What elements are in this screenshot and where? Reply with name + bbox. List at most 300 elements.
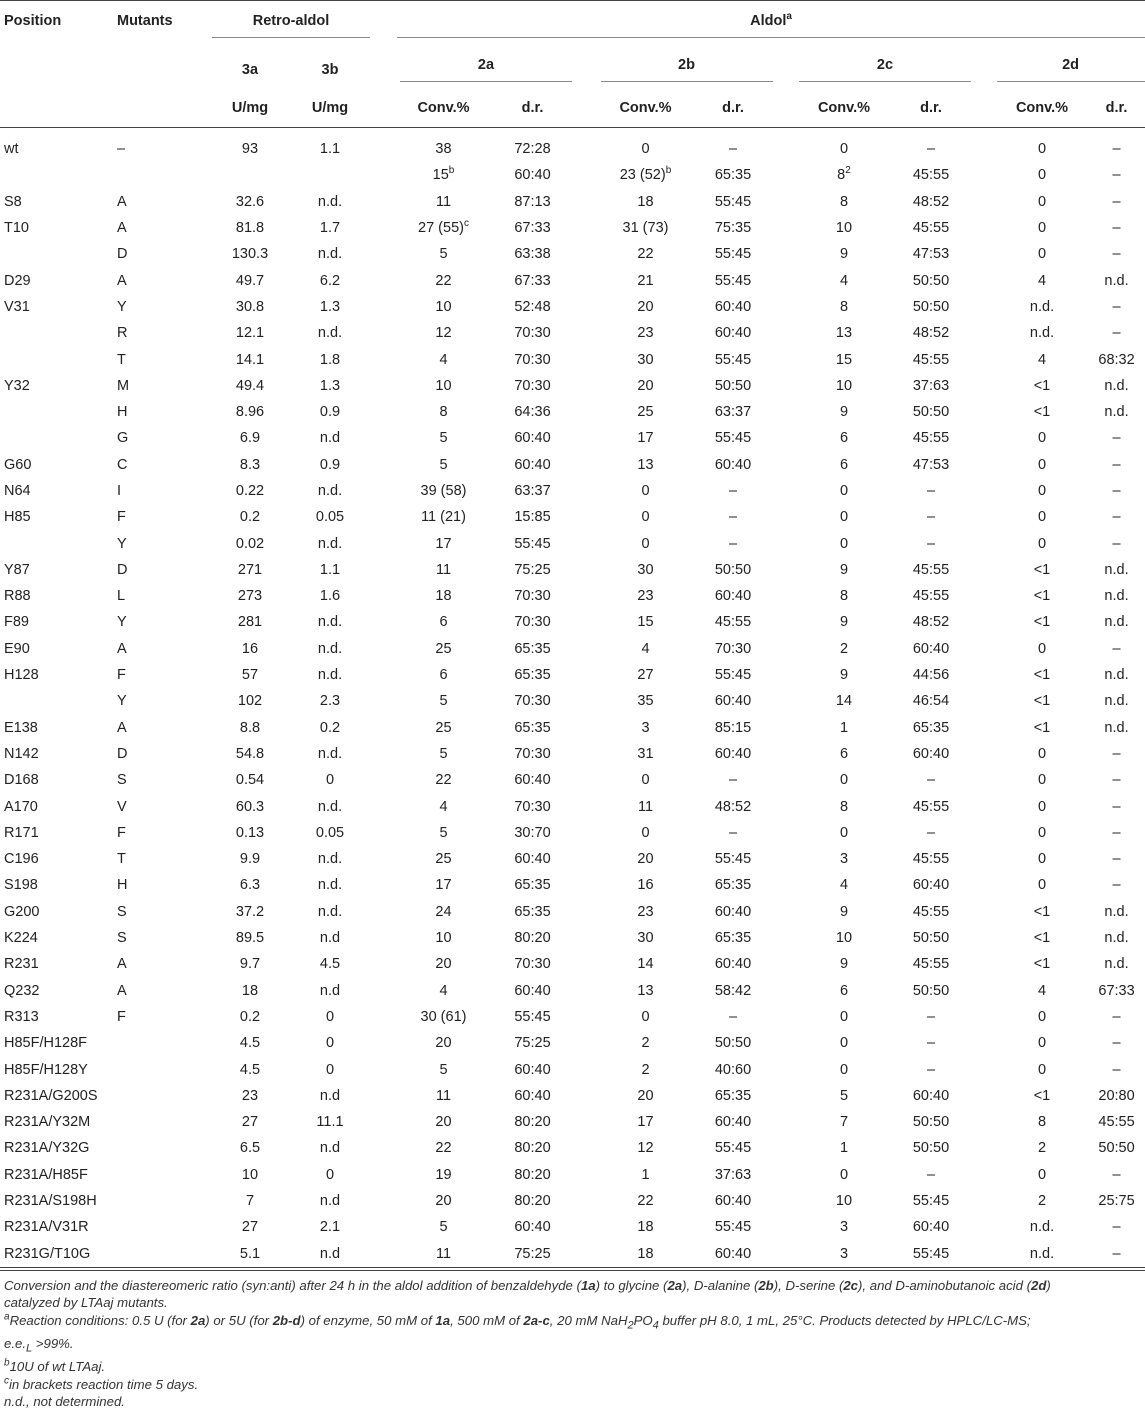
table-cell: 10 bbox=[435, 930, 452, 947]
table-cell: 70:30 bbox=[514, 745, 551, 762]
table-cell: n.d bbox=[319, 982, 341, 999]
table-row bbox=[0, 241, 1145, 267]
spacer-cell bbox=[575, 609, 599, 635]
table-cell: 8.8 bbox=[239, 719, 261, 736]
spacer-cell bbox=[972, 241, 996, 267]
table-cell: – bbox=[1112, 220, 1121, 237]
header-3b: 3b bbox=[321, 61, 339, 78]
table-cell: n.d. bbox=[1104, 561, 1129, 578]
spacer-cell bbox=[575, 715, 599, 741]
spacer-cell bbox=[774, 925, 798, 951]
spacer-cell bbox=[371, 636, 397, 662]
table-cell: 21 bbox=[637, 272, 654, 289]
table-cell: 55:45 bbox=[714, 851, 752, 868]
table-cell: 0 bbox=[1037, 851, 1047, 868]
table-cell: 60:40 bbox=[514, 430, 551, 447]
table-cell: n.d. bbox=[317, 798, 343, 815]
table-cell: 31 bbox=[637, 745, 654, 762]
table-cell: 13 bbox=[637, 456, 654, 473]
table-row bbox=[0, 820, 1145, 846]
table-cell: E138 bbox=[4, 719, 38, 736]
spacer-cell bbox=[972, 978, 996, 1004]
header-dr-2a: d.r. bbox=[521, 99, 544, 116]
table-cell: 8 bbox=[1037, 1114, 1047, 1131]
spacer-cell bbox=[371, 899, 397, 925]
table-cell bbox=[0, 162, 114, 188]
table-cell: 60:40 bbox=[714, 903, 752, 920]
table-cell: 45:55 bbox=[912, 903, 950, 920]
spacer-cell bbox=[972, 1240, 996, 1267]
table-cell: 18 bbox=[637, 1245, 654, 1262]
spacer-cell bbox=[575, 899, 599, 925]
table-row bbox=[0, 715, 1145, 741]
table-cell: n.d. bbox=[1104, 377, 1129, 394]
table-cell: 11 bbox=[435, 561, 452, 578]
footnote-marker: c bbox=[463, 218, 469, 230]
table-cell: 0 bbox=[1037, 877, 1047, 894]
spacer-cell bbox=[774, 951, 798, 977]
table-cell: 75:25 bbox=[514, 1245, 551, 1262]
spacer-cell bbox=[575, 1240, 599, 1267]
table-cell: 23 bbox=[637, 325, 654, 342]
table-cell: 0 bbox=[325, 1008, 335, 1025]
spacer-cell bbox=[972, 741, 996, 767]
table-cell: 9 bbox=[839, 667, 849, 684]
table-cell: 15:85 bbox=[514, 509, 551, 526]
table-cell: 55:45 bbox=[912, 1193, 950, 1210]
spacer-cell bbox=[972, 793, 996, 819]
table-cell: 55:45 bbox=[714, 430, 752, 447]
table-cell: H128 bbox=[4, 667, 39, 684]
spacer-cell bbox=[774, 504, 798, 530]
spacer-cell bbox=[575, 215, 599, 241]
table-cell: 5 bbox=[439, 745, 448, 762]
table-cell: 27 $(55)^c$ bbox=[418, 218, 469, 237]
spacer-cell bbox=[575, 793, 599, 819]
table-cell: 65:35 bbox=[714, 877, 752, 894]
table-cell: 50:50 bbox=[912, 930, 950, 947]
table-cell: 6 bbox=[439, 667, 448, 684]
spacer-cell bbox=[774, 557, 798, 583]
table-row bbox=[0, 1109, 1145, 1135]
table-cell: 70:30 bbox=[514, 588, 551, 605]
footnote-nd: n.d., not determined. bbox=[4, 1394, 125, 1410]
table-cell: R231A/Y32G bbox=[4, 1140, 90, 1157]
spacer-cell bbox=[575, 662, 599, 688]
spacer-cell bbox=[774, 294, 798, 320]
table-cell: 55:45 bbox=[714, 193, 752, 210]
spacer-cell bbox=[575, 557, 599, 583]
table-cell: 0 bbox=[641, 483, 650, 499]
table-cell: 60:40 bbox=[514, 1087, 551, 1104]
table-cell: Y bbox=[117, 614, 127, 631]
table-cell: 8 bbox=[839, 193, 849, 210]
spacer-cell bbox=[371, 373, 397, 399]
table-cell: E90 bbox=[4, 640, 30, 657]
table-cell: 55:45 bbox=[514, 535, 551, 552]
table-cell: 0.9 bbox=[319, 456, 341, 473]
spacer-cell bbox=[575, 636, 599, 662]
table-cell: 16 bbox=[241, 640, 259, 657]
table-cell: 60:40 bbox=[714, 298, 752, 315]
table-cell: 130.3 bbox=[231, 246, 269, 263]
table-cell: 0 bbox=[1037, 483, 1047, 499]
spacer-cell bbox=[972, 925, 996, 951]
table-cell: 35 bbox=[637, 693, 654, 710]
table-cell: 4 bbox=[439, 982, 448, 999]
footnote-marker: b bbox=[448, 165, 455, 177]
table-cell: 10 bbox=[835, 1193, 853, 1210]
table-row bbox=[0, 399, 1145, 425]
spacer-cell bbox=[371, 241, 397, 267]
table-cell: 0 bbox=[1037, 1035, 1047, 1052]
spacer-cell bbox=[575, 530, 599, 556]
table-cell: 50:50 bbox=[714, 1035, 752, 1052]
table-cell: 68:32 bbox=[1098, 351, 1135, 368]
table-cell: 273 bbox=[237, 588, 263, 605]
table-cell: 2 bbox=[641, 1035, 650, 1052]
table-cell: 20 bbox=[637, 377, 654, 394]
table-cell: 80:20 bbox=[514, 1166, 551, 1183]
table-cell: L bbox=[117, 588, 126, 605]
spacer-cell bbox=[774, 215, 798, 241]
table-cell: 0 bbox=[1037, 141, 1047, 158]
table-cell: n.d bbox=[319, 430, 341, 447]
table-cell: S198 bbox=[4, 877, 38, 894]
table-cell: 37:63 bbox=[714, 1166, 752, 1183]
spacer-cell bbox=[371, 583, 397, 609]
table-cell: 0 bbox=[839, 1035, 849, 1052]
table-cell: 9.7 bbox=[239, 956, 261, 973]
table-cell: 2.1 bbox=[319, 1219, 341, 1236]
table-cell: F89 bbox=[4, 614, 29, 631]
table-cell: R231A/G200S bbox=[4, 1087, 98, 1104]
header-dr-2d: d.r. bbox=[1105, 99, 1128, 116]
table-row bbox=[0, 162, 1145, 188]
table-cell: – bbox=[926, 535, 936, 552]
spacer-cell bbox=[972, 557, 996, 583]
table-cell: R bbox=[117, 325, 128, 342]
footnote-marker: b bbox=[665, 165, 672, 177]
table-row bbox=[0, 1056, 1145, 1082]
table-cell: 75:25 bbox=[514, 1035, 551, 1052]
table-cell: 0 bbox=[839, 483, 849, 499]
table-cell: 39 (58) bbox=[420, 483, 467, 499]
spacer-cell bbox=[371, 1214, 397, 1240]
table-cell: 8.96 bbox=[235, 404, 265, 421]
table-cell: 52:48 bbox=[514, 298, 551, 315]
spacer-cell bbox=[371, 1240, 397, 1267]
table-cell: R88 bbox=[4, 588, 31, 605]
spacer-cell bbox=[371, 320, 397, 346]
table-cell: 1.1 bbox=[319, 141, 341, 158]
table-cell: n.d. bbox=[1104, 588, 1129, 605]
table-row bbox=[0, 189, 1145, 215]
table-cell: n.d. bbox=[1104, 956, 1129, 973]
table-cell: 19 bbox=[435, 1166, 452, 1183]
spacer-cell bbox=[371, 162, 397, 188]
table-cell bbox=[211, 162, 289, 188]
table-cell: 14 bbox=[835, 693, 853, 710]
spacer-cell bbox=[774, 1083, 798, 1109]
table-cell: 60:40 bbox=[714, 956, 752, 973]
table-cell: n.d. bbox=[1104, 667, 1129, 684]
table-cell: 11 bbox=[637, 798, 654, 815]
table-cell: 37.2 bbox=[235, 903, 265, 920]
table-cell: n.d. bbox=[1104, 903, 1129, 920]
spacer-cell bbox=[972, 267, 996, 293]
table-row bbox=[0, 557, 1145, 583]
table-cell: 81.8 bbox=[235, 220, 265, 237]
spacer-cell bbox=[371, 1135, 397, 1161]
spacer-cell bbox=[774, 741, 798, 767]
header-2a: 2a bbox=[397, 51, 575, 88]
table-cell: R231A/V31R bbox=[4, 1219, 89, 1236]
spacer-cell bbox=[972, 128, 996, 163]
table-cell: 0 bbox=[839, 1166, 849, 1183]
spacer-cell bbox=[774, 373, 798, 399]
header-conv-2d: Conv.% bbox=[1015, 99, 1069, 116]
table-cell: 60:40 bbox=[514, 772, 551, 789]
table-cell: 65:35 bbox=[514, 877, 551, 894]
table-cell: 60:40 bbox=[714, 1114, 752, 1131]
table-cell: 64:36 bbox=[514, 404, 551, 421]
table-cell: n.d. bbox=[317, 903, 343, 920]
spacer-cell bbox=[774, 1188, 798, 1214]
table-cell: 65:35 bbox=[714, 1087, 752, 1104]
table-cell: 0.2 bbox=[239, 509, 261, 526]
table-cell: K224 bbox=[4, 930, 38, 947]
table-cell: n.d bbox=[319, 1140, 341, 1157]
footnote-b: $^b$10U of wt LTAaj. bbox=[4, 1357, 106, 1375]
spacer-cell bbox=[972, 530, 996, 556]
table-cell: 45:55 bbox=[912, 561, 950, 578]
table-cell: 0 bbox=[1037, 220, 1047, 237]
table-cell: 20 bbox=[637, 298, 654, 315]
spacer-cell bbox=[371, 846, 397, 872]
table-row bbox=[0, 925, 1145, 951]
spacer-cell bbox=[774, 346, 798, 372]
table-cell: 70:30 bbox=[514, 693, 551, 710]
table-cell: 20 bbox=[637, 1087, 654, 1104]
header-retro-aldol: Retro-aldol bbox=[211, 1, 371, 52]
table-cell: 0 bbox=[839, 1061, 849, 1078]
table-cell: Y bbox=[117, 535, 127, 552]
spacer-cell bbox=[575, 1214, 599, 1240]
table-cell: 60:40 bbox=[912, 745, 950, 762]
table-cell: 47:53 bbox=[912, 246, 950, 263]
table-cell: A bbox=[117, 956, 127, 973]
spacer-cell bbox=[972, 425, 996, 451]
table-cell: 9 bbox=[839, 246, 849, 263]
table-cell: F bbox=[117, 509, 126, 526]
table-cell: n.d. bbox=[1104, 719, 1129, 736]
spacer-cell bbox=[774, 793, 798, 819]
table-cell: 87:13 bbox=[514, 193, 551, 210]
spacer-cell bbox=[972, 899, 996, 925]
table-cell: 0 bbox=[1037, 246, 1047, 263]
table-row bbox=[0, 1240, 1145, 1267]
spacer-cell bbox=[774, 688, 798, 714]
header-dr-2b: d.r. bbox=[722, 99, 744, 116]
table-cell bbox=[114, 1135, 211, 1161]
table-cell: N142 bbox=[4, 745, 39, 762]
spacer-cell bbox=[774, 846, 798, 872]
table-cell: 0 bbox=[641, 824, 650, 841]
table-cell: 67:33 bbox=[514, 220, 551, 237]
table-cell: <1 bbox=[1033, 614, 1051, 631]
table-cell: N64 bbox=[4, 483, 31, 499]
table-cell: – bbox=[926, 141, 936, 158]
table-cell: D bbox=[117, 561, 128, 578]
table-header bbox=[0, 1, 1145, 128]
spacer-cell bbox=[371, 425, 397, 451]
header-3a: 3a bbox=[241, 61, 259, 78]
table-cell: 60:40 bbox=[912, 1087, 950, 1104]
table-cell: 0 bbox=[1037, 1061, 1047, 1078]
table-cell: 18 bbox=[241, 982, 259, 999]
table-cell: 0.05 bbox=[315, 509, 345, 526]
table-cell: 44:56 bbox=[912, 667, 950, 684]
table-cell: 32.6 bbox=[235, 193, 265, 210]
table-cell: R313 bbox=[4, 1008, 39, 1025]
table-cell: A bbox=[117, 640, 127, 657]
table-cell: D bbox=[117, 745, 128, 762]
table-cell: H bbox=[117, 877, 128, 894]
table-cell: 1.6 bbox=[319, 588, 341, 605]
table-cell: 27 bbox=[241, 1114, 259, 1131]
table-cell: 17 bbox=[435, 535, 452, 552]
spacer-cell bbox=[972, 1004, 996, 1030]
table-row bbox=[0, 1083, 1145, 1109]
table-cell: – bbox=[1112, 1061, 1121, 1078]
table-cell bbox=[114, 1056, 211, 1082]
table-row bbox=[0, 478, 1145, 504]
table-cell bbox=[0, 320, 114, 346]
table-cell: 14.1 bbox=[235, 351, 265, 368]
table-cell: 7 bbox=[245, 1193, 255, 1210]
table-cell: 25:75 bbox=[1098, 1193, 1135, 1210]
spacer-cell bbox=[575, 1004, 599, 1030]
spacer-cell bbox=[774, 530, 798, 556]
spacer-cell bbox=[972, 294, 996, 320]
table-cell: – bbox=[926, 1035, 936, 1052]
table-cell: 4 bbox=[1037, 272, 1047, 289]
table-cell: – bbox=[1112, 745, 1121, 762]
table-cell: – bbox=[1112, 1035, 1121, 1052]
table-cell: 0.54 bbox=[235, 772, 265, 789]
spacer-cell bbox=[972, 662, 996, 688]
table-row bbox=[0, 872, 1145, 898]
table-cell: T bbox=[117, 851, 126, 868]
table-cell: – bbox=[728, 1008, 738, 1025]
spacer-cell bbox=[575, 373, 599, 399]
table-cell: 55:45 bbox=[714, 351, 752, 368]
table-cell: 0 bbox=[325, 1166, 335, 1183]
spacer-cell bbox=[575, 978, 599, 1004]
spacer-cell bbox=[575, 741, 599, 767]
spacer-cell bbox=[371, 128, 397, 163]
table-cell: 60:40 bbox=[514, 982, 551, 999]
spacer-cell bbox=[575, 583, 599, 609]
table-cell: 55:45 bbox=[714, 272, 752, 289]
spacer-cell bbox=[972, 1135, 996, 1161]
table-cell: 60:40 bbox=[514, 1061, 551, 1078]
table-row bbox=[0, 662, 1145, 688]
table-cell: 55:45 bbox=[912, 1245, 950, 1262]
spacer-cell bbox=[972, 189, 996, 215]
spacer-cell bbox=[774, 267, 798, 293]
table-cell: 3 bbox=[839, 1219, 849, 1236]
table-row bbox=[0, 128, 1145, 163]
table-cell: n.d. bbox=[317, 614, 343, 631]
table-cell: 12 bbox=[637, 1140, 654, 1157]
table-cell: T bbox=[117, 351, 126, 368]
table-cell: 54.8 bbox=[235, 745, 265, 762]
spacer-cell bbox=[972, 951, 996, 977]
table-cell: M bbox=[117, 377, 130, 394]
table-cell: n.d. bbox=[317, 193, 343, 210]
table-cell: 0.9 bbox=[319, 404, 341, 421]
table-cell: – bbox=[1112, 141, 1121, 158]
table-cell: 10 bbox=[435, 377, 452, 394]
spacer-cell bbox=[972, 715, 996, 741]
table-cell: 18 bbox=[637, 193, 654, 210]
table-cell: 49.7 bbox=[235, 272, 265, 289]
table-cell: n.d bbox=[319, 1193, 341, 1210]
table-cell: 30:70 bbox=[514, 824, 551, 841]
table-cell: <1 bbox=[1033, 588, 1051, 605]
table-cell: R231A/S198H bbox=[4, 1193, 97, 1210]
table-cell: 67:33 bbox=[514, 272, 551, 289]
table-cell: 6 bbox=[839, 982, 849, 999]
table-cell: 63:37 bbox=[714, 404, 752, 421]
table-cell bbox=[0, 241, 114, 267]
table-cell bbox=[0, 688, 114, 714]
table-cell: 3 bbox=[641, 719, 650, 736]
table-cell: wt bbox=[4, 141, 19, 158]
table-cell: 0 bbox=[641, 141, 650, 158]
table-cell: 50:50 bbox=[912, 272, 950, 289]
spacer-cell bbox=[972, 1214, 996, 1240]
caption: Conversion and the diastereomeric ratio (syn:anti) after 24 h in the aldol addition of benzaldehyde (1a) to glycine (2a), D-alanine (2b), D-serine (2c), and D-aminobutanoic acid (2d) catalyzed by LTAaj mutants. bbox=[4, 1277, 1051, 1311]
table-cell: n.d. bbox=[1104, 272, 1129, 289]
table-cell: 80:20 bbox=[514, 1114, 551, 1131]
table-cell: 57 bbox=[241, 667, 259, 684]
table-cell: 48:52 bbox=[912, 614, 950, 631]
header-mutants: Mutants bbox=[117, 13, 173, 29]
table-cell bbox=[114, 1188, 211, 1214]
table-cell bbox=[114, 1083, 211, 1109]
table-cell: 20 bbox=[637, 851, 654, 868]
table-cell: 0 bbox=[839, 1008, 849, 1025]
table-cell: 5 bbox=[439, 1061, 448, 1078]
table-cell: 30 bbox=[637, 351, 654, 368]
table-cell: n.d bbox=[319, 1245, 341, 1262]
table-cell: n.d. bbox=[317, 246, 343, 263]
spacer-cell bbox=[774, 399, 798, 425]
header-2d: 2d bbox=[996, 51, 1145, 88]
table-cell: V bbox=[117, 798, 127, 815]
table-cell: 8.3 bbox=[239, 456, 261, 473]
spacer-cell bbox=[972, 820, 996, 846]
spacer-cell bbox=[774, 425, 798, 451]
table-cell: 16 bbox=[637, 877, 654, 894]
table-row bbox=[0, 425, 1145, 451]
table-cell: 8 bbox=[439, 404, 448, 421]
table-cell: 13 bbox=[637, 982, 654, 999]
table-cell: A bbox=[117, 193, 127, 210]
